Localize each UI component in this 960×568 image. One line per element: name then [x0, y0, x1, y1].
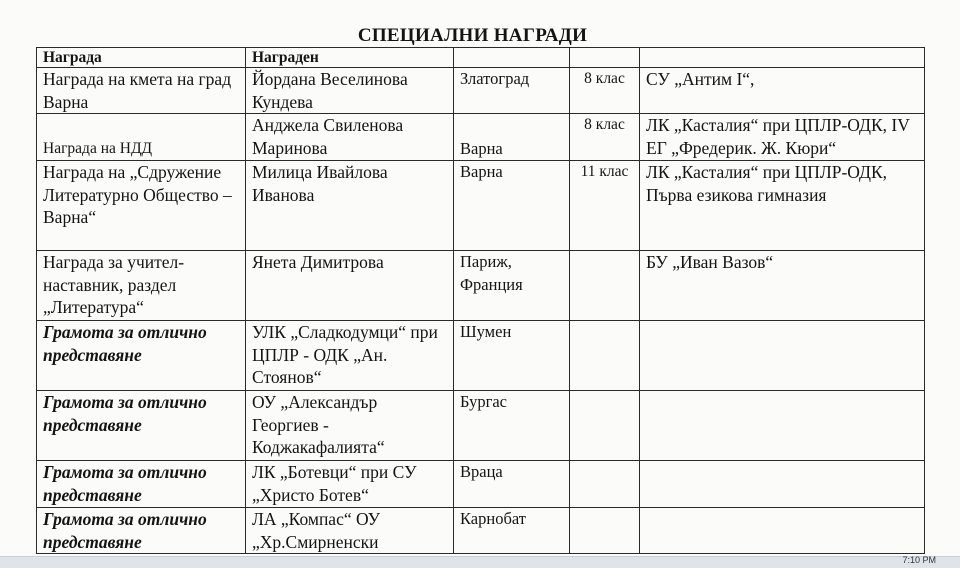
award-cell: Награда на кмета на град Варна	[37, 68, 246, 114]
table-row	[37, 114, 925, 161]
grade-cell: 8 клас	[570, 114, 640, 161]
table-header-row	[37, 48, 925, 68]
table-row	[37, 461, 925, 508]
awardee-cell: Янета Димитрова	[246, 251, 454, 321]
school-cell	[640, 508, 925, 554]
award-cell: Награда на НДД	[37, 114, 246, 161]
school-cell	[640, 461, 925, 508]
table-row	[37, 321, 925, 391]
table-row	[37, 161, 925, 251]
awards-table	[36, 47, 925, 554]
grade-cell	[570, 461, 640, 508]
grade-cell	[570, 508, 640, 554]
city-cell: Златоград	[454, 68, 570, 114]
grade-cell	[570, 321, 640, 391]
city-cell: Париж, Франция	[454, 251, 570, 321]
grade-cell: 8 клас	[570, 68, 640, 114]
city-cell: Варна	[454, 161, 570, 251]
grade-cell	[570, 391, 640, 461]
school-cell	[640, 321, 925, 391]
school-cell: СУ „Антим I“,	[640, 68, 925, 114]
table-row	[37, 508, 925, 554]
award-cell: Грамота за отлично представяне	[37, 391, 246, 461]
city-cell: Враца	[454, 461, 570, 508]
grade-cell	[570, 251, 640, 321]
page-title: СПЕЦИАЛНИ НАГРАДИ	[357, 25, 588, 46]
school-cell	[640, 391, 925, 461]
header-award: Награда	[37, 48, 246, 68]
awardee-cell: Йордана Веселинова Кундева	[246, 68, 454, 114]
school-cell: ЛК „Касталия“ при ЦПЛР-ОДК, Първа езикова гимназия	[640, 161, 925, 251]
table-row	[37, 391, 925, 461]
city-cell: Карнобат	[454, 508, 570, 554]
award-cell: Грамота за отлично представяне	[37, 461, 246, 508]
awardee-cell: ОУ „Александър Георгиев - Коджакафалията“	[246, 391, 454, 461]
taskbar-clock[interactable]: 7:10 PM	[902, 555, 936, 565]
header-grade	[570, 48, 640, 68]
table-row	[37, 68, 925, 114]
city-cell: Шумен	[454, 321, 570, 391]
award-cell: Награда за учител-наставник, раздел „Литература“	[37, 251, 246, 321]
school-cell: ЛК „Касталия“ при ЦПЛР-ОДК, IV ЕГ „Фредерик. Ж. Кюри“	[640, 114, 925, 161]
grade-cell: 11 клас	[570, 161, 640, 251]
taskbar	[0, 556, 960, 568]
header-awardee: Награден	[246, 48, 454, 68]
awardee-cell: УЛК „Сладкодумци“ при ЦПЛР - ОДК „Ан. Стоянов“	[246, 321, 454, 391]
header-city	[454, 48, 570, 68]
city-cell: Бургас	[454, 391, 570, 461]
table-row	[37, 251, 925, 321]
awardee-cell: ЛА „Компас“ ОУ „Хр.Смирненски	[246, 508, 454, 554]
city-cell: Варна	[454, 114, 570, 161]
header-school	[640, 48, 925, 68]
awardee-cell: ЛК „Ботевци“ при СУ „Христо Ботев“	[246, 461, 454, 508]
award-cell: Грамота за отлично представяне	[37, 321, 246, 391]
school-cell: БУ „Иван Вазов“	[640, 251, 925, 321]
awardee-cell: Анджела Свиленова Маринова	[246, 114, 454, 161]
award-cell: Награда на „Сдружение Литературно Общество – Варна“	[37, 161, 246, 251]
award-cell: Грамота за отлично представяне	[37, 508, 246, 554]
awardee-cell: Милица Ивайлова Иванова	[246, 161, 454, 251]
